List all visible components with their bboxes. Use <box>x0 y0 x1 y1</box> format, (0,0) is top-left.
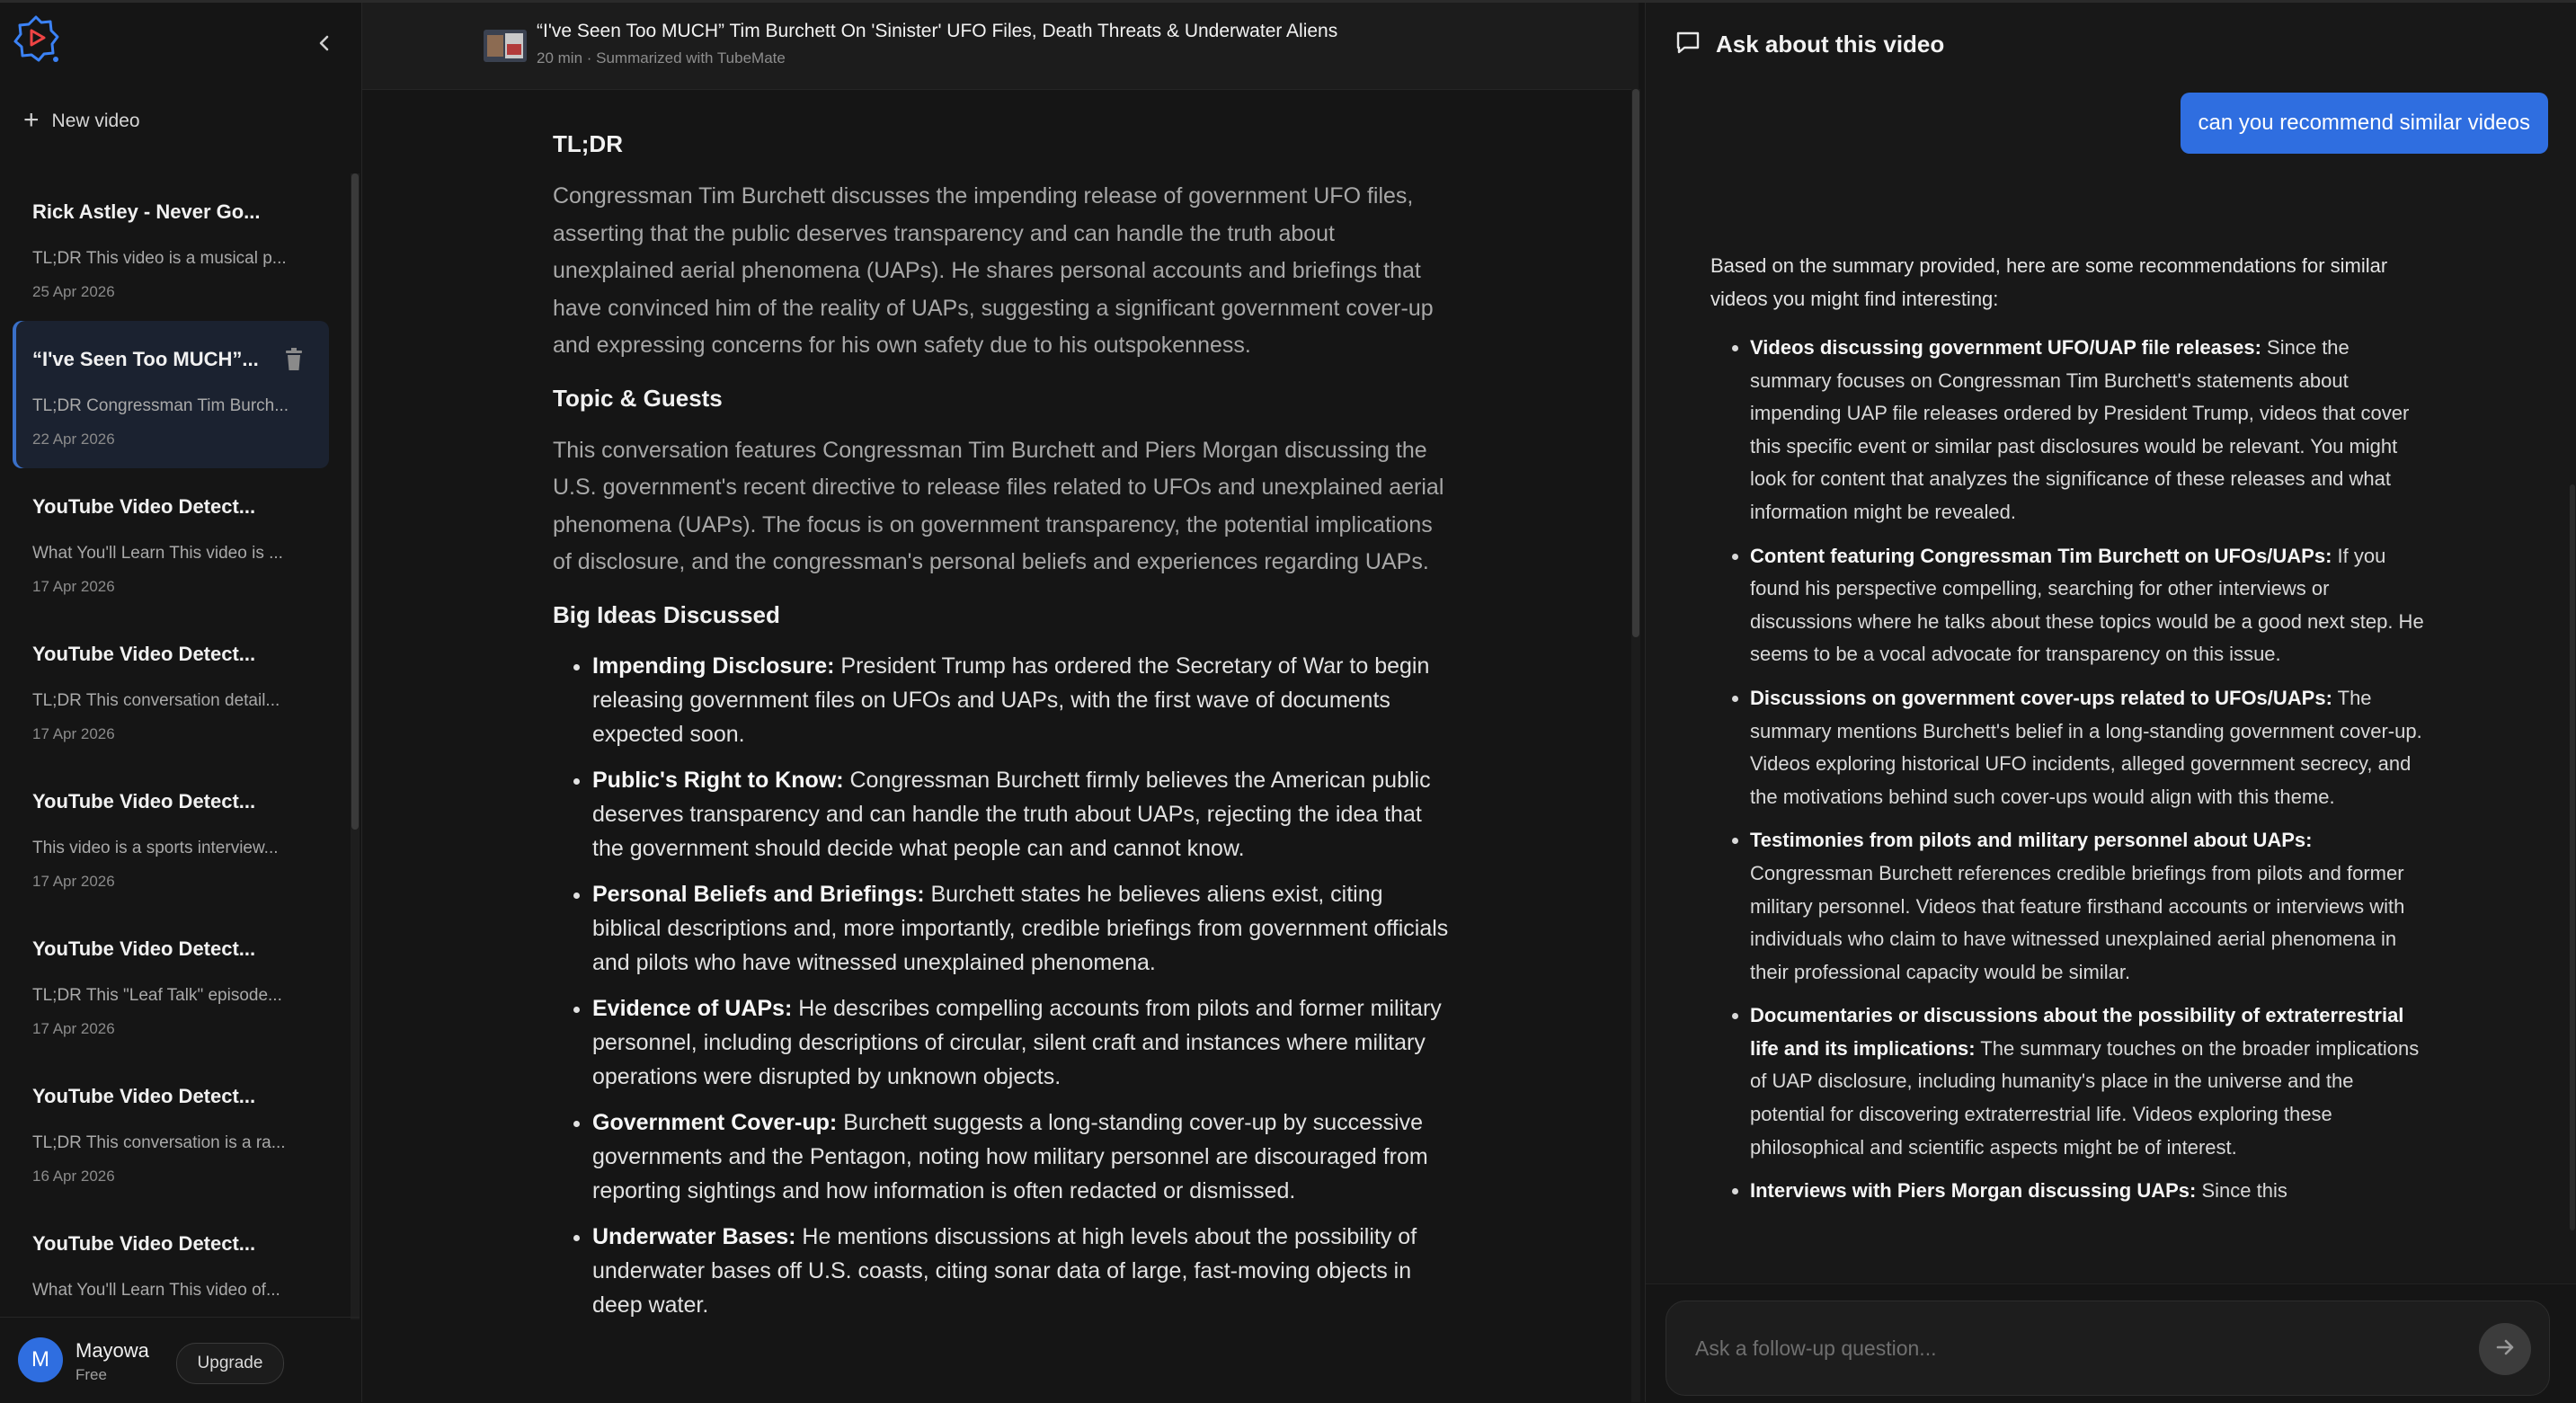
history-item-snippet: TL;DR This conversation detail... <box>32 691 280 710</box>
video-header <box>362 3 1639 90</box>
user-name: Mayowa <box>76 1339 149 1362</box>
history-item-title: YouTube Video Detect... <box>32 937 256 960</box>
list-item: • Testimonies from pilots and military personnel about UAPs: Congressman Burchett references credible briefings from pilots and former military personnel. Videos that feature firsthand accounts or interviews with individuals who claim to have witnessed unexplained aerial phenomena in their professional capacity would be similar. <box>1750 824 2429 989</box>
history-item-date: 17 Apr 2026 <box>32 1020 115 1037</box>
composer-area <box>1646 1283 2576 1403</box>
history-item[interactable] <box>13 173 329 321</box>
history-item-snippet: What You'll Learn This video is ... <box>32 544 283 563</box>
recommendation-list <box>1710 332 2429 1208</box>
history-item[interactable] <box>13 1205 329 1319</box>
new-video-button[interactable] <box>23 103 140 139</box>
tldr-heading: TL;DR <box>553 130 623 157</box>
chat-title: Ask about this video <box>1716 30 1945 58</box>
new-video-label: New video <box>51 111 140 131</box>
chat-scrollbar[interactable] <box>2570 484 2575 1230</box>
history-item[interactable] <box>13 910 329 1058</box>
summary-scrollbar[interactable] <box>1631 89 1640 1402</box>
app-logo-icon[interactable] <box>9 12 63 66</box>
history-item[interactable] <box>13 1058 329 1205</box>
history-item-title: YouTube Video Detect... <box>32 1085 256 1107</box>
topic-text: This conversation features Congressman Tim Burchett and Piers Morgan discussing the U.S. government's recent directive to release files related to UFOs and unexplained aerial phenomena (UAPs). The focus is on government transparency, the potential implications of disclosure, and the congressman's personal beliefs and experiences regarding UAPs. <box>553 437 1444 574</box>
history-item-date: 17 Apr 2026 <box>32 725 115 742</box>
arrow-right-icon <box>2493 1336 2517 1363</box>
history-item[interactable] <box>13 468 329 616</box>
history-item-snippet: TL;DR This video is a musical p... <box>32 249 287 268</box>
history-item-date: 17 Apr 2026 <box>32 873 115 890</box>
video-thumbnail <box>484 30 527 62</box>
list-item: • Documentaries or discussions about the possibility of extraterrestrial life and its implications: The summary touches on the broader implications of UAP disclosure, including humanity's place in the universe and the potential for discovering extraterrestrial life. Videos exploring these philosophical and scientific aspects might be of interest. <box>1750 999 2429 1164</box>
chevron-left-icon <box>315 33 334 58</box>
tldr-text: Congressman Tim Burchett discusses the impending release of government UFO files, asserting that the public deserves transparency and can handle the truth about unexplained aerial phenomena (UAPs). He shares personal accounts and briefings that have convinced him of the reality of UAPs, suggesting a significant government cover-up and expressing concerns for his own safety due to his outspokenness. <box>553 183 1434 358</box>
history-item-snippet: TL;DR This "Leaf Talk" episode... <box>32 986 282 1005</box>
assistant-answer <box>1710 249 2429 1274</box>
summary-pane <box>362 3 1639 1402</box>
history-item-snippet: TL;DR This conversation is a ra... <box>32 1133 286 1152</box>
user-plan: Free <box>76 1366 107 1383</box>
topic-heading: Topic & Guests <box>553 384 723 412</box>
sidebar-scrollbar[interactable] <box>351 173 360 1319</box>
summary-content <box>553 130 1452 1334</box>
user-bar <box>0 1317 360 1403</box>
history-item-title: YouTube Video Detect... <box>32 790 256 812</box>
history-item-date: 16 Apr 2026 <box>32 1168 115 1185</box>
plus-icon: + <box>23 104 40 135</box>
chat-bubble-icon <box>1674 29 1701 60</box>
history-item-title: “I've Seen Too MUCH”... <box>32 348 259 370</box>
list-item: • Public's Right to Know: Congressman Burchett firmly believes the American public deserves transparency and can handle the truth about UAPs, rejecting the idea that the government should decide what people can and cannot know. <box>592 763 1452 866</box>
video-title: “I've Seen Too MUCH” Tim Burchett On 'Sinister' UFO Files, Death Threats & Underwater Aliens <box>537 21 1338 41</box>
avatar[interactable]: M <box>18 1337 63 1382</box>
history-item-snippet: This video is a sports interview... <box>32 839 279 857</box>
history-item-snippet: TL;DR Congressman Tim Burch... <box>32 396 289 415</box>
history-item-date: 17 Apr 2026 <box>32 578 115 595</box>
history-item-title: YouTube Video Detect... <box>32 643 256 665</box>
video-meta: 20 min · Summarized with TubeMate <box>537 49 786 67</box>
collapse-sidebar-button[interactable] <box>306 26 343 64</box>
history-item-date: 22 Apr 2026 <box>32 431 115 448</box>
history-item-active[interactable] <box>13 321 329 468</box>
video-history-list <box>0 173 342 1319</box>
sidebar <box>0 3 362 1402</box>
follow-up-input[interactable] <box>1693 1325 2452 1372</box>
history-item-title: Rick Astley - Never Go... <box>32 200 261 223</box>
history-item-title: YouTube Video Detect... <box>32 1232 256 1255</box>
list-item: • Content featuring Congressman Tim Burchett on UFOs/UAPs: If you found his perspective compelling, searching for other interviews or discussions where he talks about these topics would be a good next step. He seems to be a vocal advocate for transparency on this issue. <box>1750 540 2429 671</box>
list-item: • Personal Beliefs and Briefings: Burchett states he believes aliens exist, citing biblical descriptions and, more importantly, credible briefings from government officials and pilots who have witnessed unexplained phenomena. <box>592 877 1452 980</box>
ideas-list <box>553 649 1452 1322</box>
chat-header <box>1674 26 1944 62</box>
composer <box>1666 1301 2550 1396</box>
list-item: • Government Cover-up: Burchett suggests a long-standing cover-up by successive governments and the Pentagon, noting how military personnel are discouraged from reporting sightings and how information is often redacted or dismissed. <box>592 1106 1452 1208</box>
history-item-snippet: What You'll Learn This video of... <box>32 1281 280 1300</box>
list-item: • Evidence of UAPs: He describes compelling accounts from pilots and former military personnel, including descriptions of circular, silent craft and instances where military operations were disrupted by unknown objects. <box>592 991 1452 1094</box>
list-item: • Videos discussing government UFO/UAP file releases: Since the summary focuses on Congressman Tim Burchett's statements about impending UAP file releases ordered by President Trump, videos that cover this specific event or similar past disclosures would be relevant. You might look for content that analyzes the significance of these releases and what information might be revealed. <box>1750 332 2429 529</box>
user-message-bubble: can you recommend similar videos <box>2181 93 2548 154</box>
trash-icon[interactable] <box>284 348 304 371</box>
history-item-title: YouTube Video Detect... <box>32 495 256 518</box>
history-item-date: 25 Apr 2026 <box>32 283 115 300</box>
list-item: • Impending Disclosure: President Trump has ordered the Secretary of War to begin releasing government files on UFOs and UAPs, with the first wave of documents expected soon. <box>592 649 1452 751</box>
upgrade-button[interactable]: Upgrade <box>176 1343 284 1384</box>
list-item: • Discussions on government cover-ups related to UFOs/UAPs: The summary mentions Burchett's belief in a long-standing government cover-up. Videos exploring historical UFO incidents, alleged government secrecy, and the motivations behind such cover-ups would align with this theme. <box>1750 682 2429 813</box>
history-item[interactable] <box>13 763 329 910</box>
list-item: • Interviews with Piers Morgan discussing UAPs: Since this <box>1750 1175 2429 1208</box>
chat-panel <box>1645 3 2576 1402</box>
history-item[interactable] <box>13 616 329 763</box>
list-item: • Underwater Bases: He mentions discussions at high levels about the possibility of underwater bases off U.S. coasts, citing sonar data of large, fast-moving objects in deep water. <box>592 1220 1452 1322</box>
send-button[interactable] <box>2479 1323 2531 1375</box>
answer-intro: Based on the summary provided, here are some recommendations for similar videos you might find interesting: <box>1710 254 2388 310</box>
ideas-heading: Big Ideas Discussed <box>553 600 780 628</box>
